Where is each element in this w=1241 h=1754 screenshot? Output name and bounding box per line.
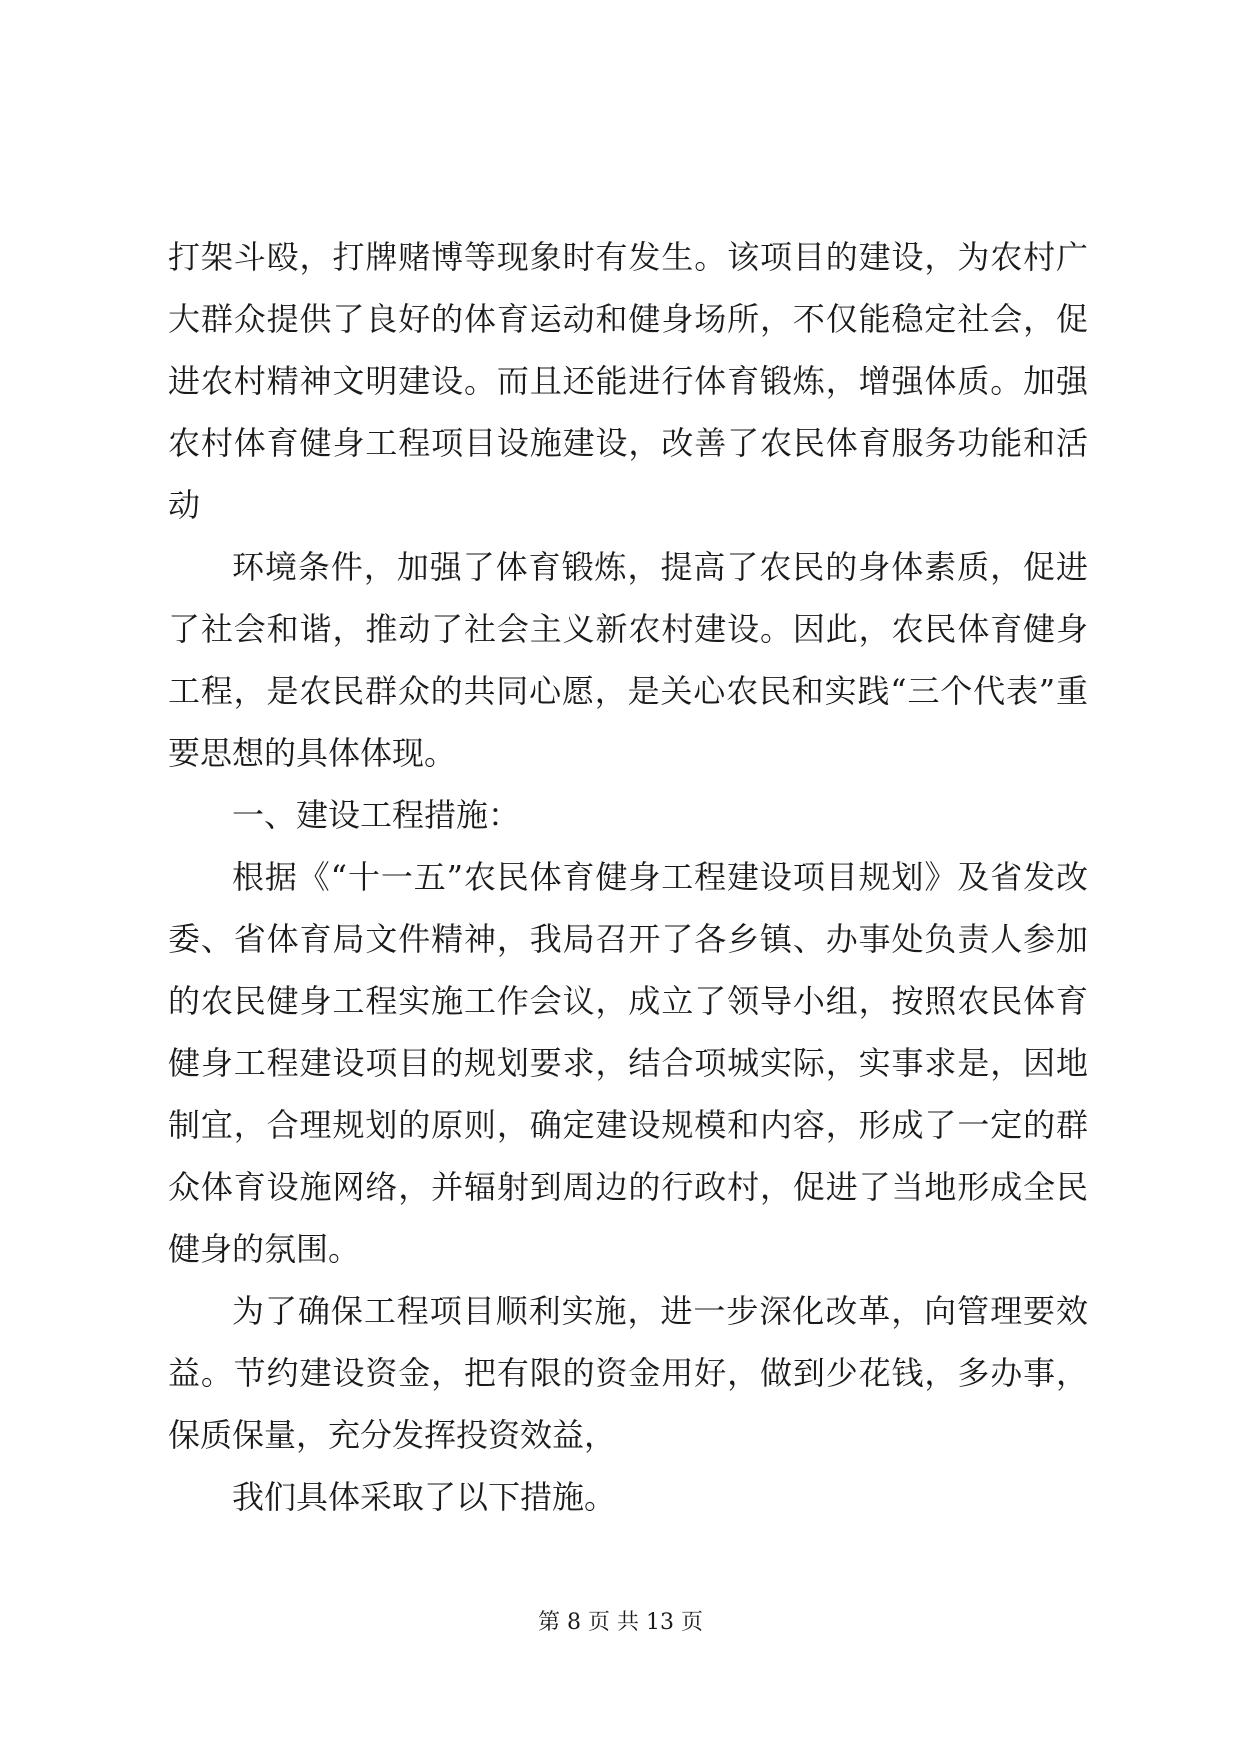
- paragraph: 环境条件，加强了体育锻炼，提高了农民的身体素质，促进了社会和谐，推动了社会主义新农村建设。因此，农民体育健身工程，是农民群众的共同心愿，是关心农民和实践“三个代表”重要思想的具体体现。: [168, 548, 1088, 772]
- document-body: [168, 226, 1088, 1528]
- paragraph: 根据《“十一五”农民体育健身工程建设项目规划》及省发改委、省体育局文件精神，我局召开了各乡镇、办事处负责人参加的农民健身工程实施工作会议，成立了领导小组，按照农民体育健身工程建设项目的规划要求，结合项城实际，实事求是，因地制宜，合理规划的原则，确定建设规模和内容，形成了一定的群众体育设施网络，并辐射到周边的行政村，促进了当地形成全民健身的氛围。: [168, 858, 1088, 1268]
- page-number-footer: 第 8 页 共 13 页: [538, 1610, 703, 1635]
- paragraph: 为了确保工程项目顺利实施，进一步深化改革，向管理要效益。节约建设资金，把有限的资金用好，做到少花钱，多办事，保质保量，充分发挥投资效益，: [168, 1292, 1088, 1454]
- section-heading: 一、建设工程措施：: [232, 796, 521, 834]
- paragraph: 我们具体采取了以下措施。: [232, 1478, 617, 1516]
- paragraph-continuation: 打架斗殴，打牌赌博等现象时有发生。该项目的建设，为农村广大群众提供了良好的体育运动和健身场所，不仅能稳定社会，促进农村精神文明建设。而且还能进行体育锻炼，增强体质。加强农村体育健身工程项目设施建设，改善了农民体育服务功能和活动: [168, 238, 1088, 524]
